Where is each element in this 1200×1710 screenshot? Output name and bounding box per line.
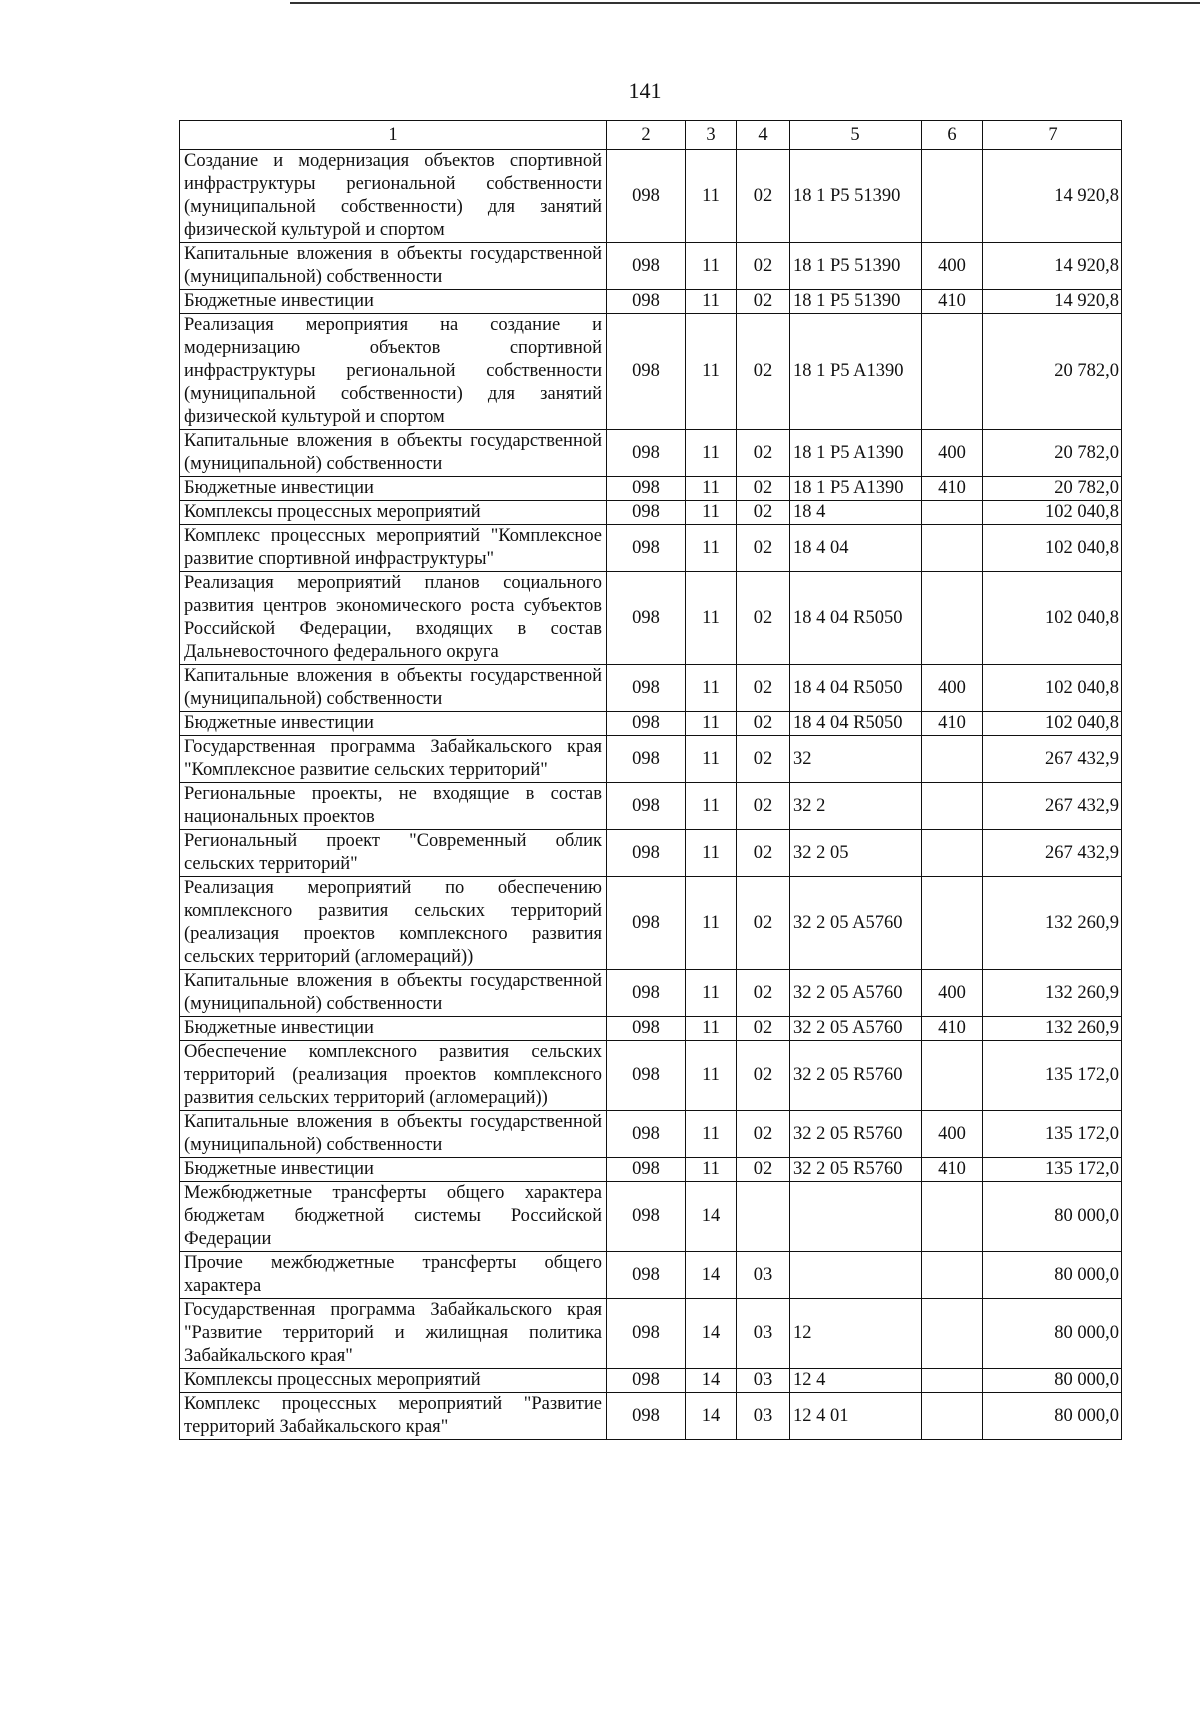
subsection-code-cell: 02 xyxy=(737,970,790,1017)
section-code-cell: 11 xyxy=(686,1017,737,1041)
section-code-cell: 11 xyxy=(686,783,737,830)
target-article-cell: 18 1 P5 A1390 xyxy=(790,477,922,501)
ministry-code-cell: 098 xyxy=(607,314,686,430)
ministry-code-cell: 098 xyxy=(607,525,686,572)
target-article-cell: 18 1 P5 51390 xyxy=(790,290,922,314)
target-article-cell: 32 2 05 A5760 xyxy=(790,877,922,970)
item-name-cell: Межбюджетные трансферты общего характера бюджетам бюджетной системы Российской Федерации xyxy=(180,1182,607,1252)
table-row xyxy=(180,783,1122,830)
target-article-cell: 18 4 04 R5050 xyxy=(790,665,922,712)
item-name-cell: Капитальные вложения в объекты государственной (муниципальной) собственности xyxy=(180,243,607,290)
target-article-cell: 18 4 04 xyxy=(790,525,922,572)
expense-type-cell xyxy=(922,830,983,877)
table-header-row xyxy=(180,121,1122,150)
expense-type-cell xyxy=(922,1393,983,1440)
subsection-code-cell: 02 xyxy=(737,877,790,970)
amount-cell: 132 260,9 xyxy=(983,1017,1122,1041)
section-code-cell: 11 xyxy=(686,1158,737,1182)
expense-type-cell: 400 xyxy=(922,243,983,290)
subsection-code-cell: 02 xyxy=(737,1041,790,1111)
table-row xyxy=(180,1017,1122,1041)
expense-type-cell: 410 xyxy=(922,290,983,314)
header-cell: 4 xyxy=(737,121,790,150)
section-code-cell: 14 xyxy=(686,1182,737,1252)
subsection-code-cell: 02 xyxy=(737,830,790,877)
target-article-cell xyxy=(790,1252,922,1299)
item-name-cell: Комплексы процессных мероприятий xyxy=(180,1369,607,1393)
subsection-code-cell: 02 xyxy=(737,477,790,501)
ministry-code-cell: 098 xyxy=(607,477,686,501)
item-name-cell: Обеспечение комплексного развития сельских территорий (реализация проектов комплексного развития сельских территорий (агломераций)) xyxy=(180,1041,607,1111)
table-row xyxy=(180,970,1122,1017)
subsection-code-cell: 03 xyxy=(737,1252,790,1299)
amount-cell: 80 000,0 xyxy=(983,1393,1122,1440)
section-code-cell: 11 xyxy=(686,430,737,477)
expense-type-cell: 410 xyxy=(922,712,983,736)
section-code-cell: 11 xyxy=(686,665,737,712)
section-code-cell: 11 xyxy=(686,1111,737,1158)
subsection-code-cell: 02 xyxy=(737,1017,790,1041)
subsection-code-cell: 02 xyxy=(737,712,790,736)
subsection-code-cell: 02 xyxy=(737,430,790,477)
table-row xyxy=(180,243,1122,290)
section-code-cell: 11 xyxy=(686,477,737,501)
table-row xyxy=(180,712,1122,736)
amount-cell: 267 432,9 xyxy=(983,736,1122,783)
expense-type-cell: 400 xyxy=(922,430,983,477)
target-article-cell: 32 2 05 A5760 xyxy=(790,970,922,1017)
table-row xyxy=(180,1041,1122,1111)
ministry-code-cell: 098 xyxy=(607,1111,686,1158)
ministry-code-cell: 098 xyxy=(607,1393,686,1440)
item-name-cell: Бюджетные инвестиции xyxy=(180,290,607,314)
target-article-cell: 32 2 05 R5760 xyxy=(790,1158,922,1182)
amount-cell: 267 432,9 xyxy=(983,830,1122,877)
subsection-code-cell: 02 xyxy=(737,1111,790,1158)
item-name-cell: Капитальные вложения в объекты государственной (муниципальной) собственности xyxy=(180,430,607,477)
header-cell: 7 xyxy=(983,121,1122,150)
item-name-cell: Капитальные вложения в объекты государственной (муниципальной) собственности xyxy=(180,1111,607,1158)
subsection-code-cell: 02 xyxy=(737,1158,790,1182)
table-row xyxy=(180,501,1122,525)
table-row xyxy=(180,430,1122,477)
header-cell: 6 xyxy=(922,121,983,150)
expense-type-cell xyxy=(922,314,983,430)
expense-type-cell xyxy=(922,1299,983,1369)
item-name-cell: Реализация мероприятий планов социального развития центров экономического роста субъектов Российской Федерации, входящих в состав Дальневосточного федерального округа xyxy=(180,572,607,665)
ministry-code-cell: 098 xyxy=(607,1369,686,1393)
item-name-cell: Региональные проекты, не входящие в состав национальных проектов xyxy=(180,783,607,830)
amount-cell: 267 432,9 xyxy=(983,783,1122,830)
item-name-cell: Бюджетные инвестиции xyxy=(180,712,607,736)
section-code-cell: 11 xyxy=(686,877,737,970)
subsection-code-cell: 02 xyxy=(737,572,790,665)
table-row xyxy=(180,1111,1122,1158)
amount-cell: 102 040,8 xyxy=(983,712,1122,736)
expense-type-cell: 400 xyxy=(922,970,983,1017)
table-row xyxy=(180,1182,1122,1252)
section-code-cell: 11 xyxy=(686,150,737,243)
section-code-cell: 14 xyxy=(686,1393,737,1440)
amount-cell: 80 000,0 xyxy=(983,1182,1122,1252)
amount-cell: 135 172,0 xyxy=(983,1041,1122,1111)
section-code-cell: 11 xyxy=(686,243,737,290)
section-code-cell: 11 xyxy=(686,712,737,736)
subsection-code-cell: 02 xyxy=(737,150,790,243)
ministry-code-cell: 098 xyxy=(607,1041,686,1111)
amount-cell: 20 782,0 xyxy=(983,430,1122,477)
table-row xyxy=(180,736,1122,783)
expense-type-cell xyxy=(922,783,983,830)
section-code-cell: 14 xyxy=(686,1299,737,1369)
amount-cell: 14 920,8 xyxy=(983,150,1122,243)
ministry-code-cell: 098 xyxy=(607,1252,686,1299)
target-article-cell: 18 1 P5 51390 xyxy=(790,150,922,243)
target-article-cell: 12 4 xyxy=(790,1369,922,1393)
ministry-code-cell: 098 xyxy=(607,290,686,314)
section-code-cell: 11 xyxy=(686,1041,737,1111)
item-name-cell: Капитальные вложения в объекты государственной (муниципальной) собственности xyxy=(180,970,607,1017)
subsection-code-cell xyxy=(737,1182,790,1252)
ministry-code-cell: 098 xyxy=(607,877,686,970)
amount-cell: 80 000,0 xyxy=(983,1252,1122,1299)
expense-type-cell xyxy=(922,1182,983,1252)
amount-cell: 80 000,0 xyxy=(983,1369,1122,1393)
subsection-code-cell: 02 xyxy=(737,243,790,290)
amount-cell: 135 172,0 xyxy=(983,1158,1122,1182)
amount-cell: 14 920,8 xyxy=(983,290,1122,314)
header-cell: 1 xyxy=(180,121,607,150)
subsection-code-cell: 02 xyxy=(737,314,790,430)
expense-type-cell: 400 xyxy=(922,1111,983,1158)
item-name-cell: Создание и модернизация объектов спортивной инфраструктуры региональной собственности (муниципальной собственности) для занятий физической культурой и спортом xyxy=(180,150,607,243)
ministry-code-cell: 098 xyxy=(607,712,686,736)
ministry-code-cell: 098 xyxy=(607,501,686,525)
target-article-cell: 18 1 P5 A1390 xyxy=(790,314,922,430)
ministry-code-cell: 098 xyxy=(607,1182,686,1252)
target-article-cell: 32 2 05 A5760 xyxy=(790,1017,922,1041)
target-article-cell: 12 xyxy=(790,1299,922,1369)
target-article-cell: 32 2 05 xyxy=(790,830,922,877)
expense-type-cell: 410 xyxy=(922,477,983,501)
item-name-cell: Бюджетные инвестиции xyxy=(180,477,607,501)
amount-cell: 132 260,9 xyxy=(983,877,1122,970)
expense-type-cell xyxy=(922,1369,983,1393)
subsection-code-cell: 02 xyxy=(737,665,790,712)
item-name-cell: Реализация мероприятия на создание и модернизацию объектов спортивной инфраструктуры региональной собственности (муниципальной собственности) для занятий физической культурой и спортом xyxy=(180,314,607,430)
amount-cell: 102 040,8 xyxy=(983,572,1122,665)
subsection-code-cell: 02 xyxy=(737,736,790,783)
subsection-code-cell: 02 xyxy=(737,783,790,830)
expense-type-cell: 410 xyxy=(922,1017,983,1041)
table-row xyxy=(180,525,1122,572)
amount-cell: 80 000,0 xyxy=(983,1299,1122,1369)
table-row xyxy=(180,1369,1122,1393)
item-name-cell: Комплексы процессных мероприятий xyxy=(180,501,607,525)
amount-cell: 102 040,8 xyxy=(983,501,1122,525)
subsection-code-cell: 03 xyxy=(737,1393,790,1440)
page-number: 141 xyxy=(628,78,662,103)
target-article-cell: 18 4 xyxy=(790,501,922,525)
amount-cell: 132 260,9 xyxy=(983,970,1122,1017)
item-name-cell: Региональный проект "Современный облик сельских территорий" xyxy=(180,830,607,877)
item-name-cell: Реализация мероприятий по обеспечению комплексного развития сельских территорий (реализация проектов комплексного развития сельских территорий (агломераций)) xyxy=(180,877,607,970)
target-article-cell: 32 xyxy=(790,736,922,783)
expense-type-cell xyxy=(922,525,983,572)
item-name-cell: Комплекс процессных мероприятий "Комплексное развитие спортивной инфраструктуры" xyxy=(180,525,607,572)
ministry-code-cell: 098 xyxy=(607,1017,686,1041)
subsection-code-cell: 02 xyxy=(737,501,790,525)
target-article-cell: 18 1 P5 A1390 xyxy=(790,430,922,477)
expense-type-cell: 410 xyxy=(922,1158,983,1182)
target-article-cell xyxy=(790,1182,922,1252)
section-code-cell: 11 xyxy=(686,314,737,430)
section-code-cell: 11 xyxy=(686,572,737,665)
expense-type-cell xyxy=(922,736,983,783)
table-row xyxy=(180,665,1122,712)
ministry-code-cell: 098 xyxy=(607,830,686,877)
item-name-cell: Государственная программа Забайкальского края "Комплексное развитие сельских территорий" xyxy=(180,736,607,783)
target-article-cell: 18 1 P5 51390 xyxy=(790,243,922,290)
expense-type-cell xyxy=(922,501,983,525)
section-code-cell: 11 xyxy=(686,501,737,525)
ministry-code-cell: 098 xyxy=(607,783,686,830)
expense-type-cell xyxy=(922,877,983,970)
item-name-cell: Государственная программа Забайкальского края "Развитие территорий и жилищная политика Забайкальского края" xyxy=(180,1299,607,1369)
item-name-cell: Прочие межбюджетные трансферты общего характера xyxy=(180,1252,607,1299)
amount-cell: 20 782,0 xyxy=(983,314,1122,430)
table-row xyxy=(180,1252,1122,1299)
ministry-code-cell: 098 xyxy=(607,150,686,243)
table-row xyxy=(180,830,1122,877)
table-row xyxy=(180,1299,1122,1369)
item-name-cell: Комплекс процессных мероприятий "Развитие территорий Забайкальского края" xyxy=(180,1393,607,1440)
subsection-code-cell: 03 xyxy=(737,1369,790,1393)
subsection-code-cell: 03 xyxy=(737,1299,790,1369)
table-row xyxy=(180,572,1122,665)
table-row xyxy=(180,150,1122,243)
target-article-cell: 18 4 04 R5050 xyxy=(790,712,922,736)
target-article-cell: 18 4 04 R5050 xyxy=(790,572,922,665)
ministry-code-cell: 098 xyxy=(607,665,686,712)
item-name-cell: Бюджетные инвестиции xyxy=(180,1158,607,1182)
top-border-line xyxy=(290,2,1200,4)
ministry-code-cell: 098 xyxy=(607,572,686,665)
section-code-cell: 14 xyxy=(686,1252,737,1299)
section-code-cell: 14 xyxy=(686,1369,737,1393)
subsection-code-cell: 02 xyxy=(737,290,790,314)
item-name-cell: Бюджетные инвестиции xyxy=(180,1017,607,1041)
amount-cell: 102 040,8 xyxy=(983,525,1122,572)
ministry-code-cell: 098 xyxy=(607,430,686,477)
section-code-cell: 11 xyxy=(686,736,737,783)
table-row xyxy=(180,877,1122,970)
amount-cell: 14 920,8 xyxy=(983,243,1122,290)
target-article-cell: 32 2 05 R5760 xyxy=(790,1111,922,1158)
header-cell: 5 xyxy=(790,121,922,150)
header-cell: 2 xyxy=(607,121,686,150)
expense-type-cell: 400 xyxy=(922,665,983,712)
target-article-cell: 32 2 05 R5760 xyxy=(790,1041,922,1111)
ministry-code-cell: 098 xyxy=(607,736,686,783)
ministry-code-cell: 098 xyxy=(607,1299,686,1369)
amount-cell: 135 172,0 xyxy=(983,1111,1122,1158)
table-row xyxy=(180,1158,1122,1182)
table-row xyxy=(180,477,1122,501)
budget-table xyxy=(179,120,1122,1440)
ministry-code-cell: 098 xyxy=(607,970,686,1017)
ministry-code-cell: 098 xyxy=(607,243,686,290)
item-name-cell: Капитальные вложения в объекты государственной (муниципальной) собственности xyxy=(180,665,607,712)
amount-cell: 20 782,0 xyxy=(983,477,1122,501)
target-article-cell: 12 4 01 xyxy=(790,1393,922,1440)
section-code-cell: 11 xyxy=(686,525,737,572)
expense-type-cell xyxy=(922,572,983,665)
expense-type-cell xyxy=(922,1252,983,1299)
table-row xyxy=(180,1393,1122,1440)
table-row xyxy=(180,290,1122,314)
header-cell: 3 xyxy=(686,121,737,150)
expense-type-cell xyxy=(922,150,983,243)
table-row xyxy=(180,314,1122,430)
section-code-cell: 11 xyxy=(686,290,737,314)
ministry-code-cell: 098 xyxy=(607,1158,686,1182)
amount-cell: 102 040,8 xyxy=(983,665,1122,712)
target-article-cell: 32 2 xyxy=(790,783,922,830)
expense-type-cell xyxy=(922,1041,983,1111)
section-code-cell: 11 xyxy=(686,830,737,877)
section-code-cell: 11 xyxy=(686,970,737,1017)
subsection-code-cell: 02 xyxy=(737,525,790,572)
